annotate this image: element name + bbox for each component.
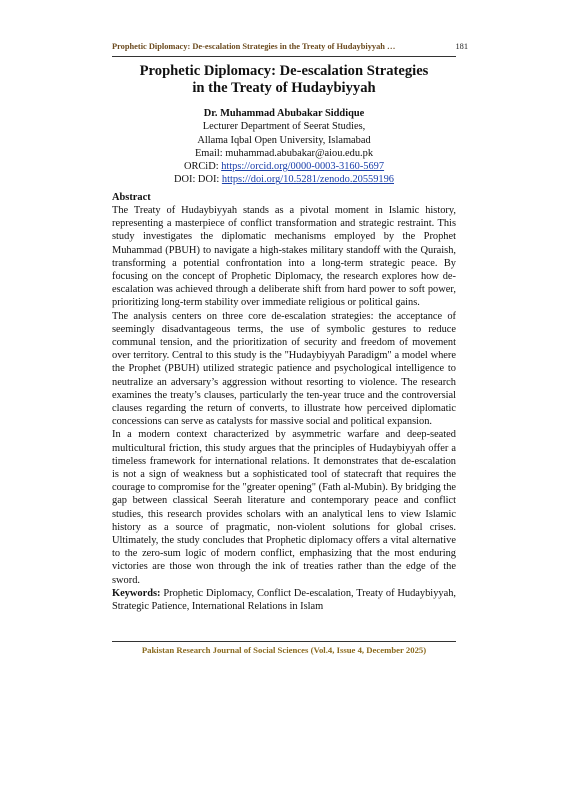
running-header-title: Prophetic Diplomacy: De-escalation Strategies in the Treaty of Hudaybiyyah …: [112, 42, 396, 51]
abstract-paragraph-2: The analysis centers on three core de-escalation strategies: the acceptance of seemingly disadvantageous terms, the use of symbolic gestures to reduce communal tension, and the prioritization of security and freedom of movement over territory. Central to this study is the "Hudaybiyyah Paradigm" a model where the Prophet (PBUH) utilized strategic patience and psychological intelligence to neutralize an adversary’s aggression without resorting to violence. The research examines the treaty’s clauses, particularly the ten-year truce and the controversial clauses regarding the return of converts, to illustrate how perceived diplomatic concessions can serve as catalysts for massive social and political expansion.: [112, 310, 456, 428]
author-block: [112, 107, 456, 187]
doi-label: DOI: DOI:: [173, 174, 222, 186]
footer-divider: [112, 641, 456, 642]
page-number: 181: [455, 42, 468, 51]
keywords: [112, 587, 456, 613]
header-divider: [112, 56, 456, 57]
author-institution: Allama Iqbal Open University, Islamabad: [197, 134, 371, 146]
paper-title-line-2: in the Treaty of Hudaybiyyah: [192, 80, 376, 96]
author-doi: [112, 173, 456, 186]
author-name: Dr. Muhammad Abubakar Siddique: [203, 108, 365, 119]
author-email: Email: muhammad.abubakar@aiou.edu.pk: [194, 147, 374, 159]
author-orcid: [112, 160, 456, 173]
running-header: [112, 40, 468, 54]
abstract-paragraph-1: The Treaty of Hudaybiyyah stands as a pivotal moment in Islamic history, representing a masterpiece of conflict transformation and strategic restraint. This study investigates the diplomatic mechanisms employed by the Prophet Muhammad (PBUH) to navigate a high-stakes military standoff with the Quraish, transforming a potential confrontation into a long-term strategic peace. By focusing on the concept of Prophetic Diplomacy, the research explores how de-escalation was achieved through a deliberate shift from hard power to soft power, prioritizing long-term stability over immediate religious or political gains.: [112, 205, 456, 309]
doi-link[interactable]: https://doi.org/10.5281/zenodo.20559196: [221, 174, 395, 186]
keywords-text: Prophetic Diplomacy, Conflict De-escalation, Treaty of Hudaybiyyah, Strategic Patience, International Relations in Islam: [112, 587, 456, 613]
orcid-label: ORCiD:: [183, 161, 222, 173]
paper-title: [112, 63, 456, 97]
orcid-link[interactable]: https://orcid.org/0000-0003-3160-5697: [221, 161, 385, 173]
keywords-label: Keywords:: [112, 587, 161, 599]
author-position: Lecturer Department of Seerat Studies,: [202, 121, 366, 133]
abstract-paragraph-3: In a modern context characterized by asymmetric warfare and deep-seated multicultural friction, this study argues that the principles of Hudaybiyyah offer a timeless framework for international relations. It demonstrates that de-escalation is not a sign of weakness but a sophisticated tool of statecraft that requires the courage to compromise for the "greater opening" (Fath al-Mubin). By bridging the gap between classical Seerah literature and contemporary peace and conflict studies, this research provides scholars with an analytical lens to view Islamic history as a source of pragmatic, non-violent solutions for global crises. Ultimately, the study concludes that Prophetic diplomacy offers a vital alternative to the zero-sum logic of modern conflict, emphasizing that the most enduring victories are those won through the ink of treaties rather than the edge of the sword.: [112, 429, 456, 586]
abstract-heading: Abstract: [112, 192, 151, 203]
journal-footer: Pakistan Research Journal of Social Sciences (Vol.4, Issue 4, December 2025): [141, 645, 427, 655]
paper-title-line-1: Prophetic Diplomacy: De-escalation Strategies: [139, 63, 429, 79]
abstract-body: [112, 204, 456, 613]
